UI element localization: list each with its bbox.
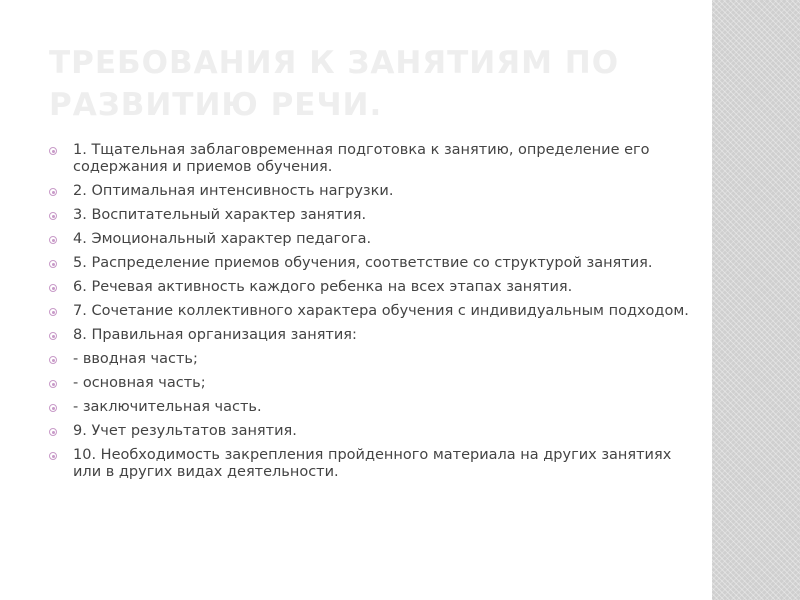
list-item-text: 9. Учет результатов занятия. xyxy=(73,423,297,439)
list-item xyxy=(49,207,689,224)
list-item-text: 5. Распределение приемов обучения, соответствие со структурой занятия. xyxy=(73,255,653,271)
list-item-text: 1. Тщательная заблаговременная подготовка к занятию, определение его содержания и приемов обучения. xyxy=(73,142,650,175)
list-item-text: 8. Правильная организация занятия: xyxy=(73,327,357,343)
bullet-icon xyxy=(49,284,57,292)
bullet-icon xyxy=(49,236,57,244)
bullet-icon xyxy=(49,404,57,412)
list-item-text: - заключительная часть. xyxy=(73,399,262,415)
bullet-icon xyxy=(49,356,57,364)
list-item xyxy=(49,423,689,440)
list-item xyxy=(49,327,689,344)
list-item-text: 6. Речевая активность каждого ребенка на всех этапах занятия. xyxy=(73,279,573,295)
list-item xyxy=(49,255,689,272)
slide-title: ТРЕБОВАНИЯ К ЗАНЯТИЯМ ПО РАЗВИТИЮ РЕЧИ. xyxy=(49,45,620,123)
list-item xyxy=(49,375,689,392)
list-item-text: 7. Сочетание коллективного характера обучения с индивидуальным подходом. xyxy=(73,303,689,319)
list-item xyxy=(49,303,689,320)
bullet-icon xyxy=(49,212,57,220)
list-item-text: 4. Эмоциональный характер педагога. xyxy=(73,231,372,247)
list-item xyxy=(49,142,689,176)
list-item xyxy=(49,231,689,248)
decorative-side-band xyxy=(712,0,800,600)
bullet-icon xyxy=(49,147,57,155)
list-item xyxy=(49,183,689,200)
list-item-text: - вводная часть; xyxy=(73,351,198,367)
bullet-icon xyxy=(49,308,57,316)
bullet-icon xyxy=(49,188,57,196)
list-item xyxy=(49,279,689,296)
list-item xyxy=(49,351,689,368)
bullet-icon xyxy=(49,332,57,340)
bullet-icon xyxy=(49,428,57,436)
list-item-text: 10. Необходимость закрепления пройденного материала на других занятиях или в других видах деятельности. xyxy=(73,447,672,480)
list-item xyxy=(49,399,689,416)
list-item-text: 2. Оптимальная интенсивность нагрузки. xyxy=(73,183,394,199)
list-item-text: - основная часть; xyxy=(73,375,206,391)
list-item xyxy=(49,447,689,481)
bullet-icon xyxy=(49,380,57,388)
list-item-text: 3. Воспитательный характер занятия. xyxy=(73,207,367,223)
requirements-list xyxy=(49,142,689,488)
bullet-icon xyxy=(49,452,57,460)
bullet-icon xyxy=(49,260,57,268)
